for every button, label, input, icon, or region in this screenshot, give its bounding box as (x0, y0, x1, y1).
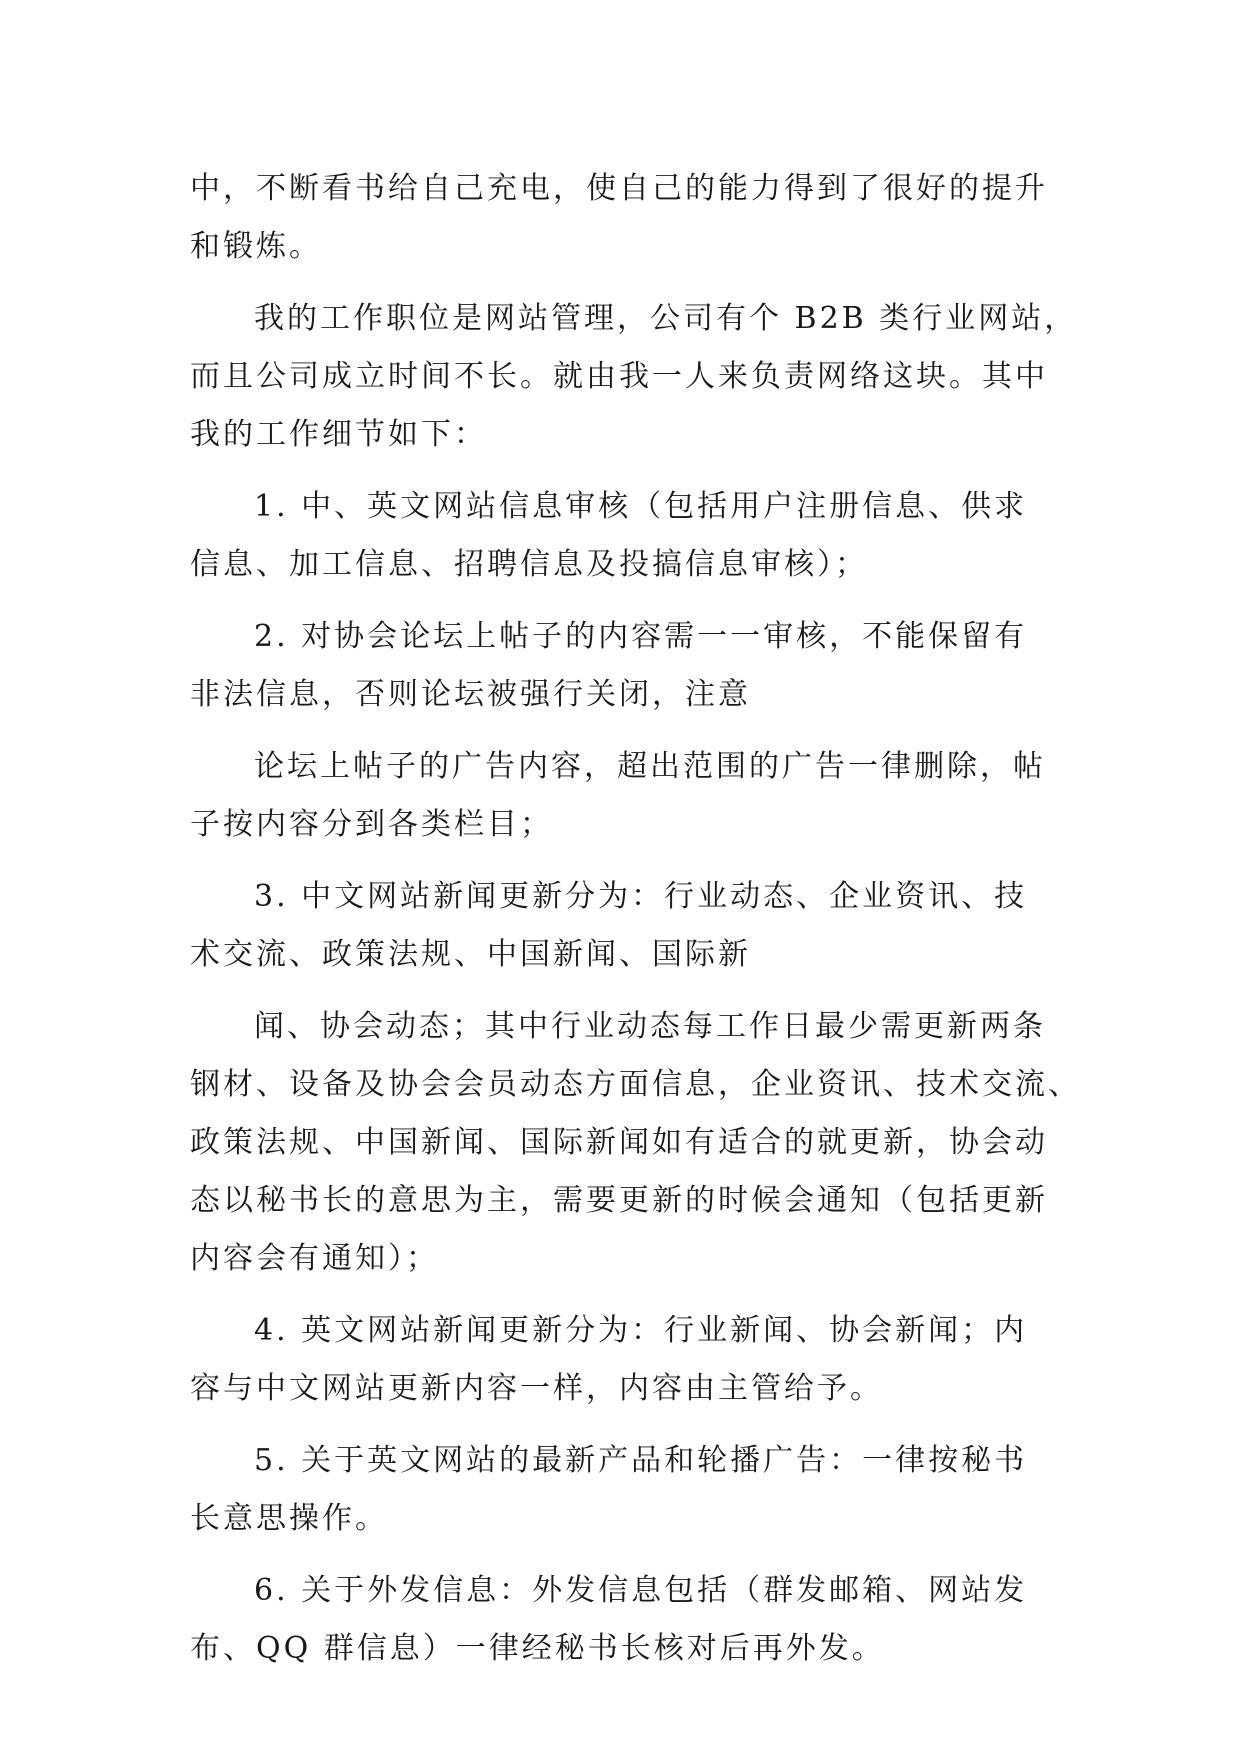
list-item-6: 6. 关于外发信息：外发信息包括（群发邮箱、网站发 (254, 1573, 1028, 1608)
text-line: 钢材、设备及协会会员动态方面信息，企业资讯、技术交流、 (190, 1067, 1081, 1102)
text-line: 政策法规、中国新闻、国际新闻如有适合的就更新，协会动 (190, 1125, 1048, 1160)
text-line: 我的工作细节如下： (190, 417, 487, 452)
text-line: 子按内容分到各类栏目； (190, 807, 553, 842)
text-line: 和锻炼。 (190, 229, 322, 264)
text-line: 而且公司成立时间不长。就由我一人来负责网络这块。其中 (190, 359, 1048, 394)
text-line: 态以秘书长的意思为主，需要更新的时候会通知（包括更新 (190, 1183, 1048, 1218)
text-line: 长意思操作。 (190, 1501, 388, 1536)
text-line: 信息、加工信息、招聘信息及投搞信息审核）； (190, 547, 868, 582)
paragraph-start: 闻、协会动态；其中行业动态每工作日最少需更新两条 (254, 1009, 1046, 1044)
text-line: 非法信息，否则论坛被强行关闭，注意 (190, 677, 751, 712)
text-line: 布、QQ 群信息）一律经秘书长核对后再外发。 (190, 1631, 885, 1666)
list-item-2: 2. 对协会论坛上帖子的内容需一一审核，不能保留有 (254, 619, 1028, 654)
text-line: 中，不断看书给自己充电，使自己的能力得到了很好的提升 (190, 171, 1048, 206)
text-line: 术交流、政策法规、中国新闻、国际新 (190, 937, 751, 972)
text-line: 内容会有通知）； (190, 1241, 439, 1276)
list-item-4: 4. 英文网站新闻更新分为：行业新闻、协会新闻；内 (254, 1313, 1028, 1348)
text-line: 容与中文网站更新内容一样，内容由主管给予。 (190, 1371, 883, 1406)
paragraph-start: 我的工作职位是网站管理，公司有个 B2B 类行业网站， (254, 301, 1078, 336)
list-item-3: 3. 中文网站新闻更新分为：行业动态、企业资讯、技 (254, 879, 1028, 914)
paragraph-start: 论坛上帖子的广告内容，超出范围的广告一律删除，帖 (254, 749, 1046, 784)
document-body (190, 160, 1081, 1678)
list-item-5: 5. 关于英文网站的最新产品和轮播广告：一律按秘书 (254, 1443, 1028, 1478)
list-item-1: 1. 中、英文网站信息审核（包括用户注册信息、供求 (254, 489, 1028, 524)
